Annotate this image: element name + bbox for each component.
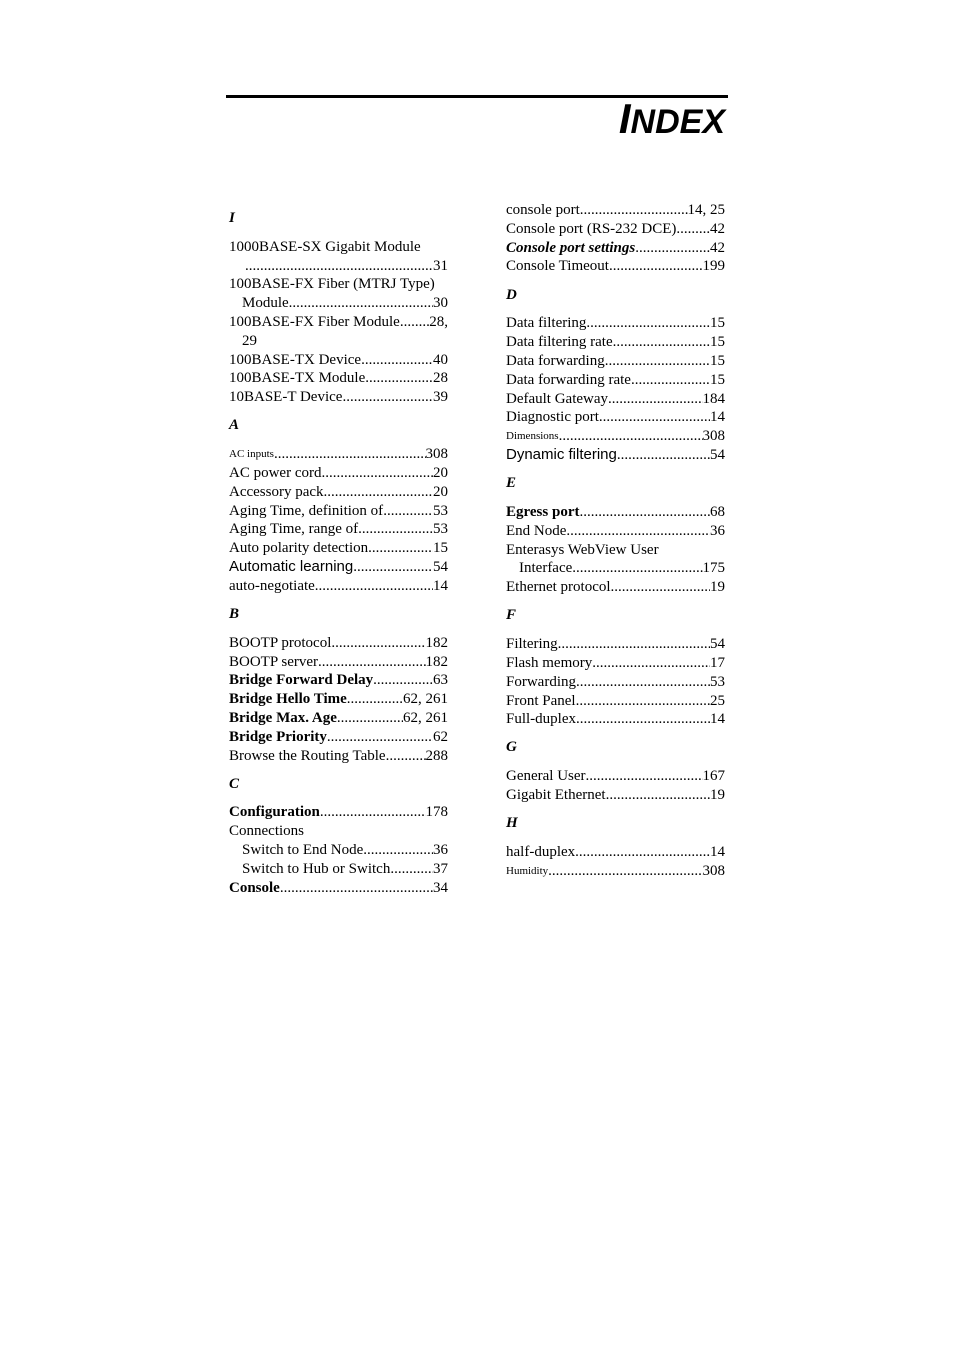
index-entry: Auto polarity detection ..... 15 <box>229 539 448 558</box>
index-entry: Data filtering rate ..... 15 <box>506 333 725 352</box>
index-entry: Enterasys WebView User <box>506 541 659 558</box>
index-entry: Flash memory ..... 17 <box>506 654 725 673</box>
index-entry: Forwarding ..... 53 <box>506 673 725 692</box>
index-subentry: Switch to End Node ..... 36 <box>229 841 448 860</box>
index-entry: Browse the Routing Table ..... 288 <box>229 747 448 766</box>
index-entry: Bridge Forward Delay ..... 63 <box>229 671 448 690</box>
index-entry: 10BASE-T Device ..... 39 <box>229 388 448 407</box>
index-entry: Data forwarding ..... 15 <box>506 352 725 371</box>
index-entry: General User ..... 167 <box>506 767 725 786</box>
section-letter-h: H <box>506 815 518 832</box>
index-entry: Bridge Priority ..... 62 <box>229 728 448 747</box>
section-letter-c: C <box>229 775 240 792</box>
section-letter-b: B <box>229 605 240 622</box>
page-title: INDEX <box>618 95 725 142</box>
index-entry: Connections <box>229 823 304 840</box>
section-letter-e: E <box>506 475 517 492</box>
index-entry: Filtering ..... 54 <box>506 635 725 654</box>
index-entry: Diagnostic port ..... 14 <box>506 408 725 427</box>
index-entry: console port ..... 14, 25 <box>506 201 725 220</box>
index-entry: Bridge Max. Age ..... 62, 261 <box>229 709 448 728</box>
index-entry: Console port settings ..... 42 <box>506 239 725 258</box>
index-entry: Data filtering ..... 15 <box>506 314 725 333</box>
index-entry: Gigabit Ethernet ..... 19 <box>506 786 725 805</box>
index-entry: Interface ..... 175 <box>506 559 725 578</box>
index-entry: Full-duplex ..... 14 <box>506 710 725 729</box>
section-letter-f: F <box>506 607 517 624</box>
index-entry: Ethernet protocol ..... 19 <box>506 578 725 597</box>
index-entry: End Node ..... 36 <box>506 522 725 541</box>
index-entry: Default Gateway ..... 184 <box>506 390 725 409</box>
index-entry: Console Timeout ..... 199 <box>506 257 725 276</box>
index-entry: Dimensions ..... 308 <box>506 427 725 446</box>
index-entry: Console port (RS-232 DCE) ..... 42 <box>506 220 725 239</box>
index-entry: auto-negotiate ..... 14 <box>229 577 448 596</box>
index-column-left <box>229 209 448 897</box>
index-entry: 29 <box>242 332 257 349</box>
index-entry: BOOTP server ..... 182 <box>229 653 448 672</box>
index-entry: Bridge Hello Time ..... 62, 261 <box>229 690 448 709</box>
index-entry: ..... 31 <box>229 257 448 276</box>
index-entry: Console ..... 34 <box>229 879 448 898</box>
index-entry: Configuration ..... 178 <box>229 803 448 822</box>
index-entry: Data forwarding rate ..... 15 <box>506 371 725 390</box>
index-subentry: Switch to Hub or Switch ..... 37 <box>229 860 448 879</box>
section-letter-d: D <box>506 286 517 303</box>
section-letter-a: A <box>229 417 240 434</box>
index-entry: 100BASE-TX Module ..... 28 <box>229 369 448 388</box>
index-entry: AC power cord ..... 20 <box>229 464 448 483</box>
index-entry: BOOTP protocol ..... 182 <box>229 634 448 653</box>
index-entry: Dynamic filtering ..... 54 <box>506 446 725 465</box>
index-entry: Aging Time, definition of ..... 53 <box>229 502 448 521</box>
index-entry: AC inputs ..... 308 <box>229 445 448 464</box>
index-entry: Module ..... 30 <box>229 294 448 313</box>
index-entry: 100BASE-FX Fiber (MTRJ Type) <box>229 276 435 293</box>
index-entry: half-duplex ..... 14 <box>506 843 725 862</box>
index-column-right <box>506 201 725 881</box>
section-letter-g: G <box>506 739 517 756</box>
index-entry: Humidity ..... 308 <box>506 862 725 881</box>
index-entry: 1000BASE-SX Gigabit Module <box>229 238 421 255</box>
index-entry: Front Panel ..... 25 <box>506 692 725 711</box>
section-letter-i: I <box>229 210 235 226</box>
index-entry: Accessory pack ..... 20 <box>229 483 448 502</box>
index-entry: Egress port ..... 68 <box>506 503 725 522</box>
index-entry: 100BASE-TX Device ..... 40 <box>229 351 448 370</box>
index-entry: Aging Time, range of ..... 53 <box>229 520 448 539</box>
index-entry: Automatic learning ..... 54 <box>229 558 448 577</box>
index-entry: 100BASE-FX Fiber Module ..... 28, <box>229 313 448 332</box>
